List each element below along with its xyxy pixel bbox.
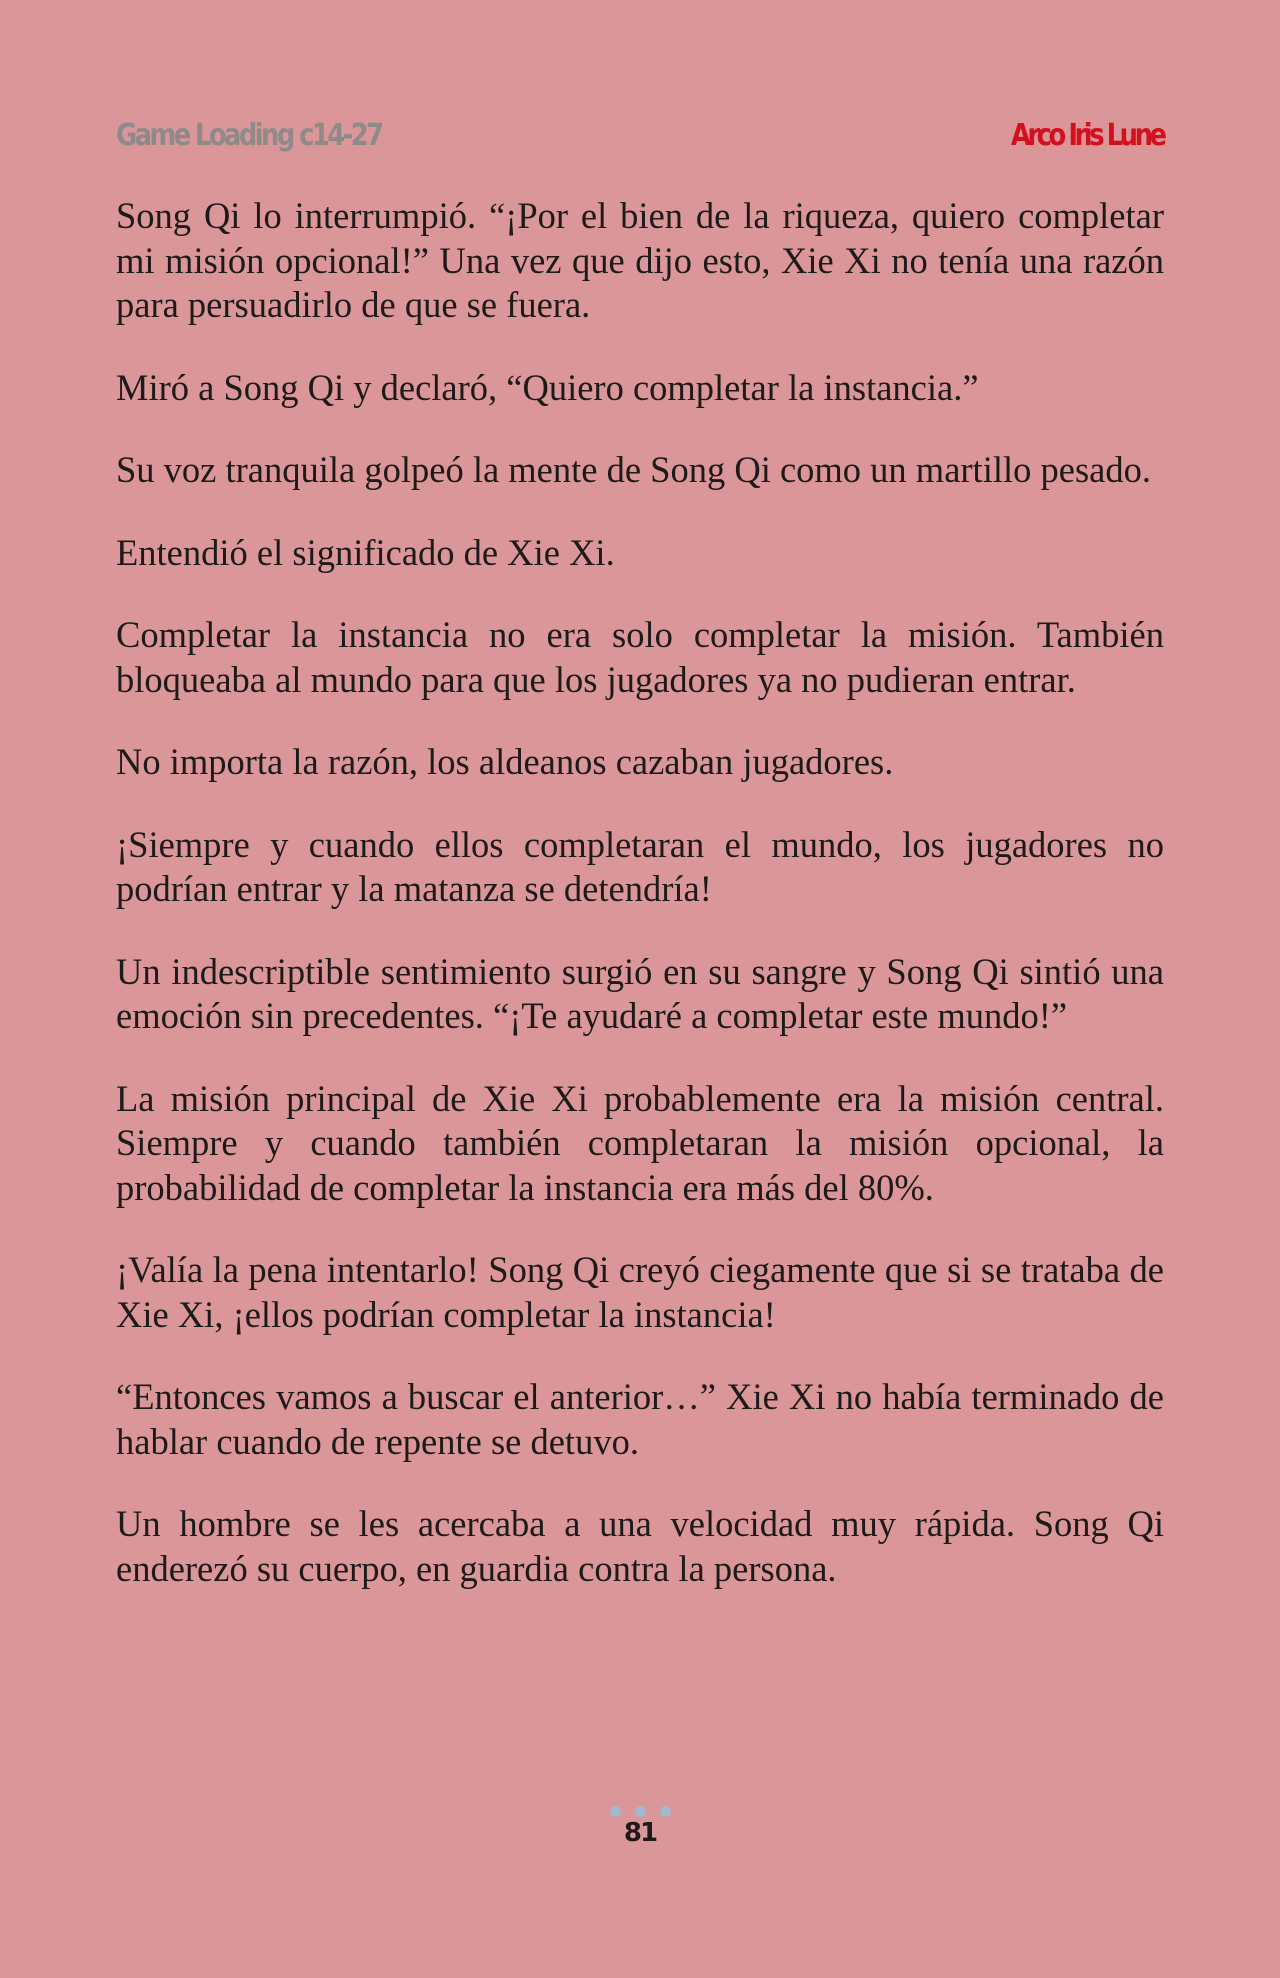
dot-icon [635,1806,646,1817]
paragraph: No importa la razón, los aldeanos cazaban jugadores. [116,741,894,782]
translator-credit: Arco Iris Lune [1011,118,1164,153]
page-header [116,118,1164,162]
paragraph: Un indescriptible sentimiento surgió en su sangre y Song Qi sintió una emoción sin precedentes. “¡Te ayudaré a completar este mundo!” [116,950,1164,1036]
paragraph: “Entonces vamos a buscar el anterior…” Xie Xi no había terminado de hablar cuando de repente se detuvo. [116,1376,1164,1462]
paragraph: Entendió el significado de Xie Xi. [116,531,615,573]
paragraph: Un hombre se les acercaba a una velocidad muy rápida. Song Qi enderezó su cuerpo, en guardia contra la persona. [116,1503,1164,1589]
dot-icon [610,1806,621,1817]
decorative-dots-icon [0,1804,1280,1818]
paragraph: Completar la instancia no era solo completar la misión. También bloqueaba al mundo para que los jugadores ya no pudieran entrar. [116,614,1164,700]
page-body [116,194,1164,1629]
paragraph: La misión principal de Xie Xi probablemente era la misión central. Siempre y cuando también completaran la misión opcional, la probabilidad de completar la instancia era más del 80%. [116,1077,1164,1208]
book-title: Game Loading c14-27 [116,118,382,153]
paragraph: Song Qi lo interrumpió. “¡Por el bien de la riqueza, quiero completar mi misión opcional!” Una vez que dijo esto, Xie Xi no tenía una razón para persuadirlo de que se fuera. [116,195,1164,325]
paragraph: Miró a Song Qi y declaró, “Quiero completar la instancia.” [116,366,979,408]
paragraph: ¡Siempre y cuando ellos completaran el mundo, los jugadores no podrían entrar y la matanza se detendría! [116,823,1164,909]
paragraph: Su voz tranquila golpeó la mente de Song Qi como un martillo pesado. [116,449,1151,490]
dot-icon [660,1806,671,1817]
page-number: 81 [623,1818,657,1848]
paragraph: ¡Valía la pena intentarlo! Song Qi creyó ciegamente que si se trataba de Xie Xi, ¡ellos podrían completar la instancia! [116,1249,1164,1335]
